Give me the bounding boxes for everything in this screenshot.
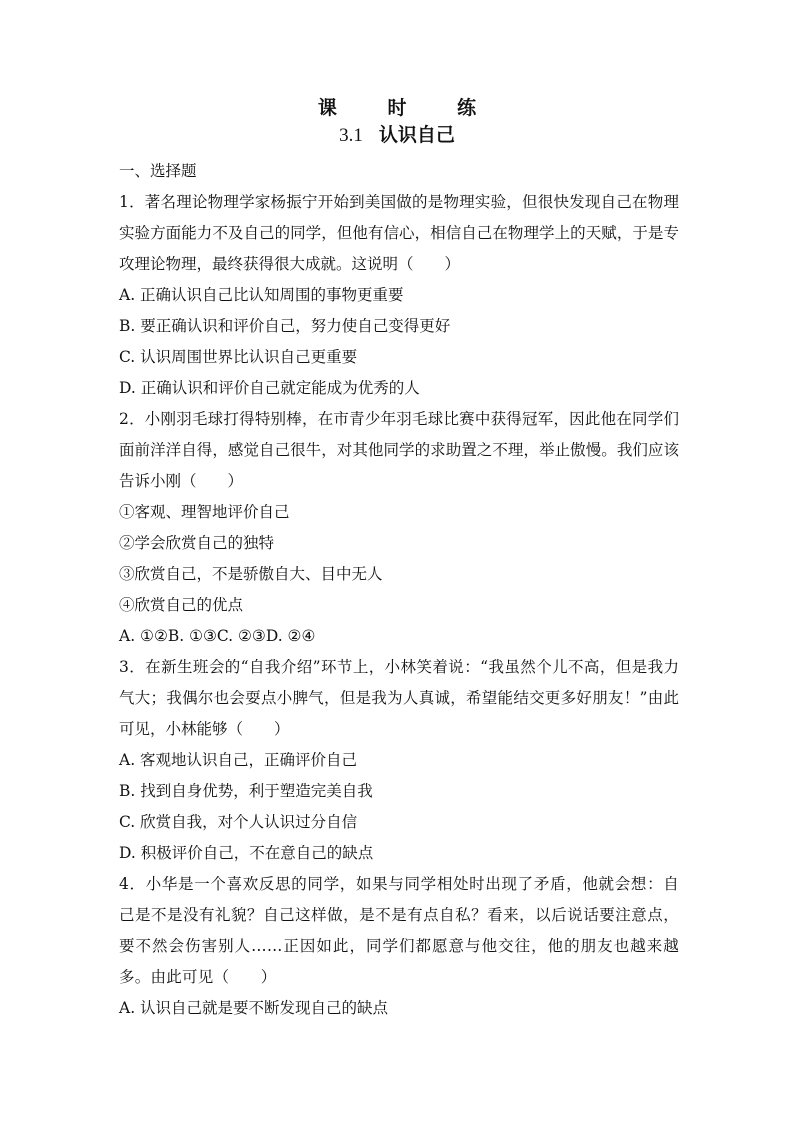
option-b: B. 要正确认识和评价自己，努力使自己变得更好 xyxy=(119,317,451,335)
question-stem: 3．在新生班会的“自我介绍”环节上，小林笑着说：“我虽然个儿不高，但是我力气大；我偶尔也会耍点小脾气，但是我为人真诚，希望能结交更多好朋友！”由此可见，小林能够（ ） xyxy=(119,658,679,738)
question-stem: 4．小华是一个喜欢反思的同学，如果与同学相处时出现了矛盾，他就会想：自己是不是没有礼貌？自己这样做，是不是有点自私？看来，以后说话要注意点，要不然会伤害别人……正因如此，同学们都愿意与他交往，他的朋友也越来越多。由此可见（ ） xyxy=(119,875,679,986)
section-title xyxy=(0,123,794,148)
option-c: C. 欣赏自我，对个人认识过分自信 xyxy=(119,813,358,831)
section-heading: 一、选择题 xyxy=(119,162,197,180)
option-c: C. 认识周围世界比认识自己更重要 xyxy=(119,348,358,366)
option-a: A. 客观地认识自己，正确评价自己 xyxy=(119,751,358,769)
option-b: B. 找到自身优势，利于塑造完美自我 xyxy=(119,782,373,800)
options-line: A. ①②B. ①③C. ②③D. ②④ xyxy=(119,627,316,645)
statement-item: ①客观、理智地评价自己 xyxy=(119,503,290,521)
statement-item: ④欣赏自己的优点 xyxy=(119,596,244,614)
statement-item: ②学会欣赏自己的独特 xyxy=(119,534,275,552)
section-name: 认识自己 xyxy=(378,124,455,146)
option-d: D. 积极评价自己，不在意自己的缺点 xyxy=(119,844,374,862)
section-number: 3.1 xyxy=(339,125,363,146)
option-a: A. 正确认识自己比认知周围的事物更重要 xyxy=(119,286,404,304)
statement-item: ③欣赏自己，不是骄傲自大、目中无人 xyxy=(119,565,383,583)
question-content xyxy=(119,156,679,1024)
question-stem: 1．著名理论物理学家杨振宁开始到美国做的是物理实验，但很快发现自己在物理实验方面能力不及自己的同学，但他有信心，相信自己在物理学上的天赋，于是专攻理论物理，最终获得很大成就。这说明（ ） xyxy=(119,193,679,273)
page-title: 课 时 练 xyxy=(317,97,499,119)
option-a: A. 认识自己就是要不断发现自己的缺点 xyxy=(119,999,389,1017)
question-stem: 2．小刚羽毛球打得特别棒，在市青少年羽毛球比赛中获得冠军，因此他在同学们面前洋洋自得，感觉自己很牛，对其他同学的求助置之不理，举止傲慢。我们应该告诉小刚（ ） xyxy=(119,410,679,490)
option-d: D. 正确认识和评价自己就定能成为优秀的人 xyxy=(119,379,420,397)
